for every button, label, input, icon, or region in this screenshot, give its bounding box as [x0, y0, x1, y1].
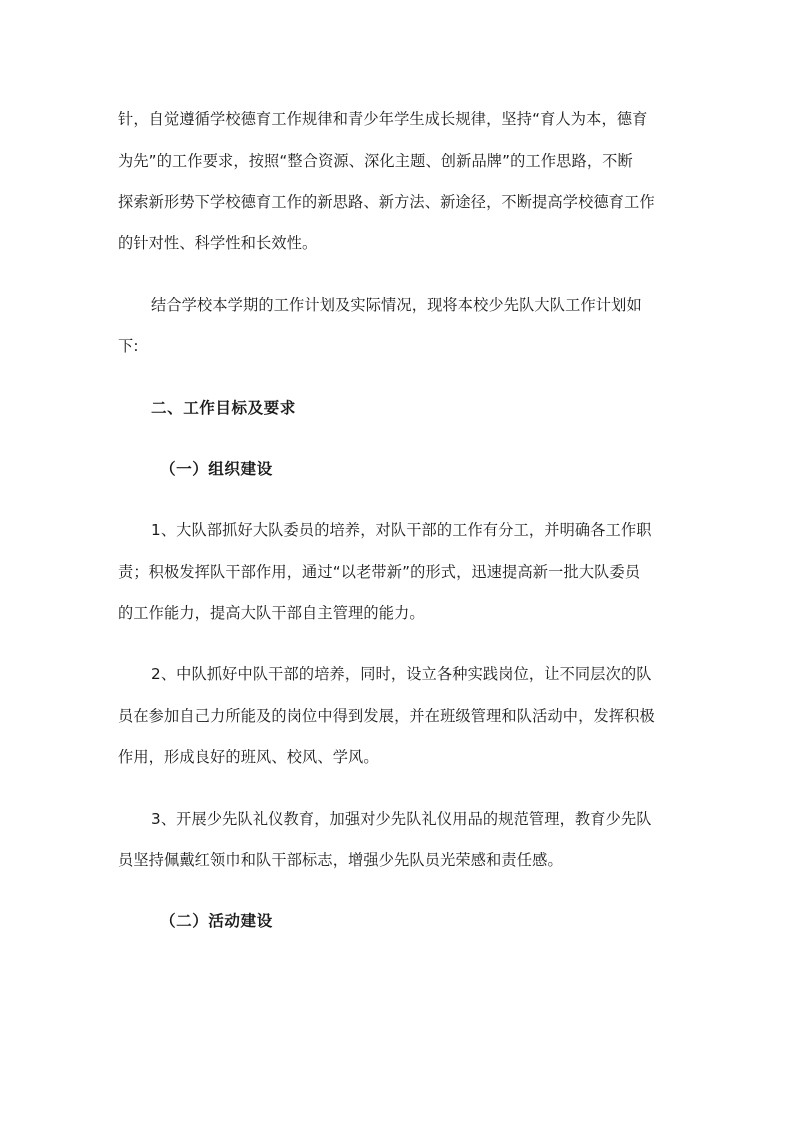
paragraph-5-line-2: 员坚持佩戴红领巾和队干部标志，增强少先队员光荣感和责任感。 [118, 851, 563, 869]
paragraph-1-line-3: 探索新形势下学校德育工作的新思路、新方法、新途径，不断提高学校德育工作 [118, 193, 655, 211]
paragraph-1-line-1: 针，自觉遵循学校德育工作规律和青少年学生成长规律，坚持“育人为本，德育 [118, 110, 648, 128]
paragraph-5-line-1: 3、开展少先队礼仪教育，加强对少先队礼仪用品的规范管理，教育少先队 [151, 810, 652, 828]
paragraph-1-line-4: 的针对性、科学性和长效性。 [118, 234, 318, 252]
subsection-heading-activities: （二）活动建设 [160, 912, 273, 930]
paragraph-2-line-2: 下: [118, 337, 139, 355]
paragraph-4-line-2: 员在参加自己力所能及的岗位中得到发展，并在班级管理和队活动中，发挥积极 [118, 707, 655, 725]
subsection-heading-organization: （一）组织建设 [160, 460, 273, 478]
paragraph-3-line-3: 的工作能力，提高大队干部自主管理的能力。 [118, 604, 425, 622]
paragraph-3-line-2: 责；积极发挥队干部作用，通过“以老带新”的形式，迅速提高新一批大队委员 [118, 563, 641, 581]
paragraph-1-line-2: 为先”的工作要求，按照“整合资源、深化主题、创新品牌”的工作思路，不断 [118, 152, 633, 170]
paragraph-2-line-1: 结合学校本学期的工作计划及实际情况，现将本校少先队大队工作计划如 [151, 296, 642, 314]
paragraph-4-line-3: 作用，形成良好的班风、校风、学风。 [118, 748, 379, 766]
section-heading-2: 二、工作目标及要求 [151, 399, 296, 417]
paragraph-4-line-1: 2、中队抓好中队干部的培养，同时，设立各种实践岗位，让不同层次的队 [151, 665, 652, 683]
paragraph-3-line-1: 1、大队部抓好大队委员的培养，对队干部的工作有分工，并明确各工作职 [151, 521, 652, 539]
